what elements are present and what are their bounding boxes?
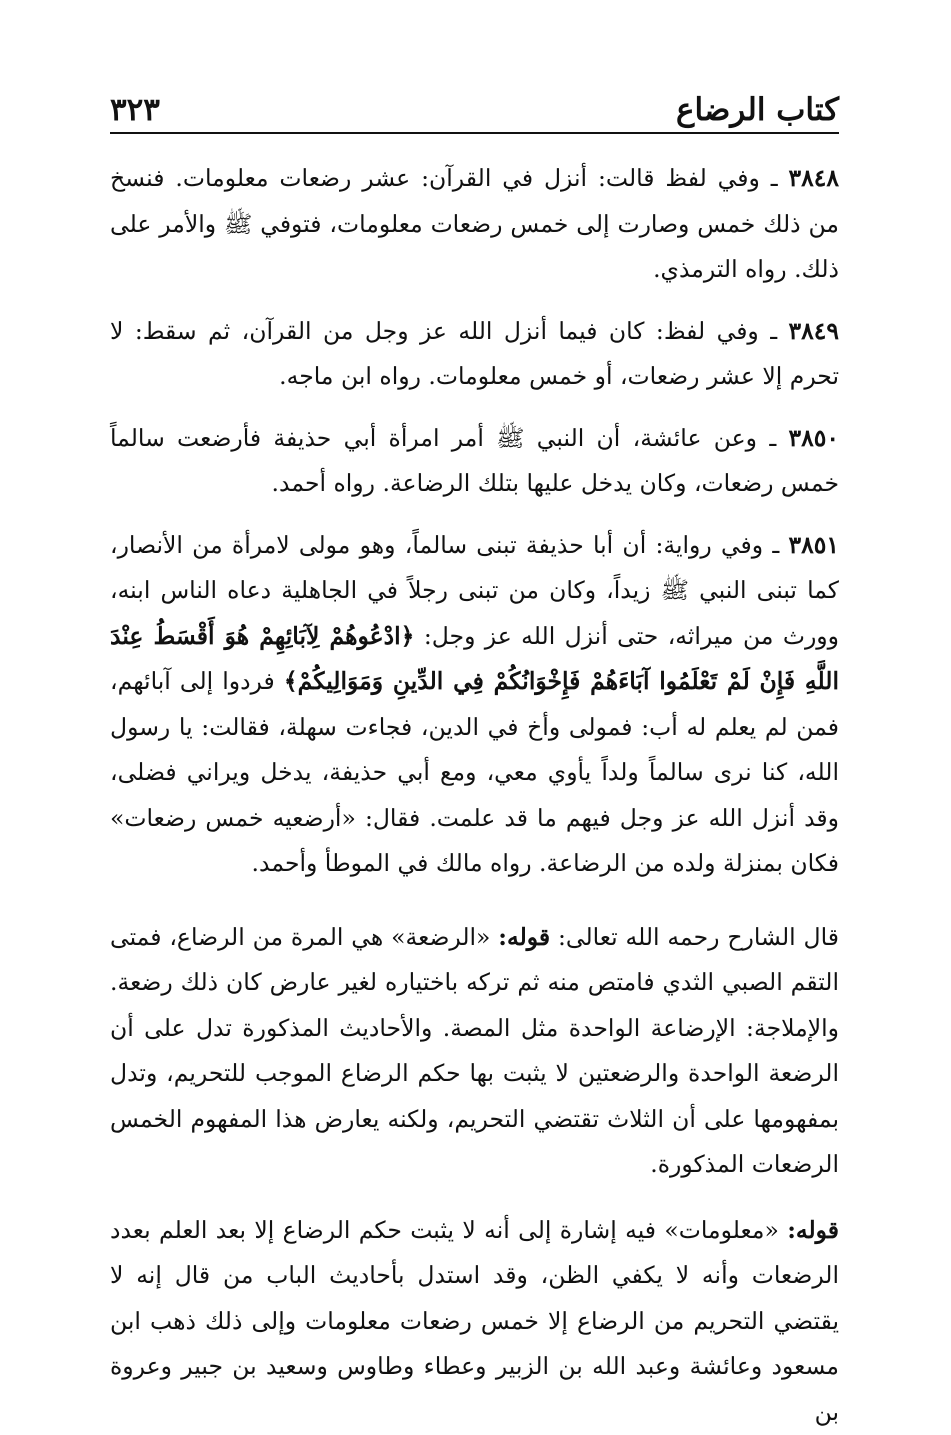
chapter-title: كتاب الرضاع <box>676 92 839 128</box>
keyword-qawluh: قوله: <box>498 923 550 951</box>
hadith-text: ـ وفي رواية: أن أبا حذيفة تبنى سالماً، وهو مولى لامرأة من الأنصار، كما تبنى النبي ﷺ زيداً، وكان من تبنى رجلاً في الجاهلية دعاه الناس ابنه، وورث من ميراثه، حتى أنزل الله عز وجل: <box>110 531 839 650</box>
hadith-text-continued: فردوا إلى آبائهم، فمن لم يعلم له أب: فمولى وأخ في الدين، فجاءت سهلة، فقالت: يا رسول الله، كنا نرى سالماً ولداً يأوي معي، ومع أبي حذيفة، يدخل ويراني فضلى، وقد أنزل الله عز وجل فيهم ما قد علمت. فقال: «أرضعيه خمس رضعات» فكان بمنزلة ولده من الرضاعة. رواه مالك في الموطأ وأحمد. <box>110 667 839 877</box>
commentary-text: «معلومات» فيه إشارة إلى أنه لا يثبت حكم الرضاع إلا بعد العلم بعدد الرضعات وأنه لا يكفي الظن، وقد استدل بأحاديث الباب من قال إنه لا يقتضي التحريم من الرضاع إلا خمس رضعات معلومات وإلى ذلك ذهب ابن مسعود وعائشة وعبد الله بن الزبير وعطاء وطاوس وسعيد بن جبير وعروة بن <box>110 1216 839 1426</box>
hadith-number: ٣٨٤٩ <box>789 317 840 345</box>
keyword-qawluh: قوله: <box>787 1216 839 1244</box>
hadith-number: ٣٨٥١ <box>789 531 840 559</box>
hadith-3849 <box>110 309 839 400</box>
quran-verse: ﴿ادْعُوهُمْ لِآبَائِهِمْ هُوَ أَقْسَطُ عِنْدَ اللَّهِ فَإِنْ لَمْ تَعْلَمُوا آبَاءَهُمْ فَإِخْوَانُكُمْ فِي الدِّينِ وَمَوَالِيكُمْ﴾ <box>110 622 839 696</box>
hadith-text: ـ وفي لفظ قالت: أنزل في القرآن: عشر رضعات معلومات. فنسخ من ذلك خمس وصارت إلى خمس رضعات معلومات، فتوفي ﷺ والأمر على ذلك. رواه الترمذي. <box>110 164 839 283</box>
commentary-intro: قال الشارح رحمه الله تعالى: <box>550 923 839 951</box>
hadith-3851 <box>110 523 839 887</box>
commentary-paragraph <box>110 1208 839 1435</box>
page-header <box>110 78 839 134</box>
hadith-text: ـ وعن عائشة، أن النبي ﷺ أمر امرأة أبي حذيفة فأرضعت سالماً خمس رضعات، وكان يدخل عليها بتلك الرضاعة. رواه أحمد. <box>110 424 839 498</box>
commentary-text: «الرضعة» هي المرة من الرضاع، فمتى التقم الصبي الثدي فامتص منه ثم تركه باختياره لغير عارض كان ذلك رضعة. والإملاجة: الإرضاعة الواحدة مثل المصة. والأحاديث المذكورة تدل على أن الرضعة الواحدة والرضعتين لا يثبت بها حكم الرضاع الموجب للتحريم، وتدل بمفهومها على أن الثلاث تقتضي التحريم، ولكنه يعارض هذا المفهوم الخمس الرضعات المذكورة. <box>110 923 839 1179</box>
hadith-number: ٣٨٤٨ <box>789 164 840 192</box>
hadith-number: ٣٨٥٠ <box>789 424 840 452</box>
page-number: ٣٢٣ <box>110 92 160 128</box>
hadith-text: ـ وفي لفظ: كان فيما أنزل الله عز وجل من القرآن، ثم سقط: لا تحرم إلا عشر رضعات، أو خمس معلومات. رواه ابن ماجه. <box>110 317 839 391</box>
commentary-paragraph <box>110 915 839 1188</box>
hadith-3850 <box>110 416 839 507</box>
hadith-3848 <box>110 156 839 293</box>
